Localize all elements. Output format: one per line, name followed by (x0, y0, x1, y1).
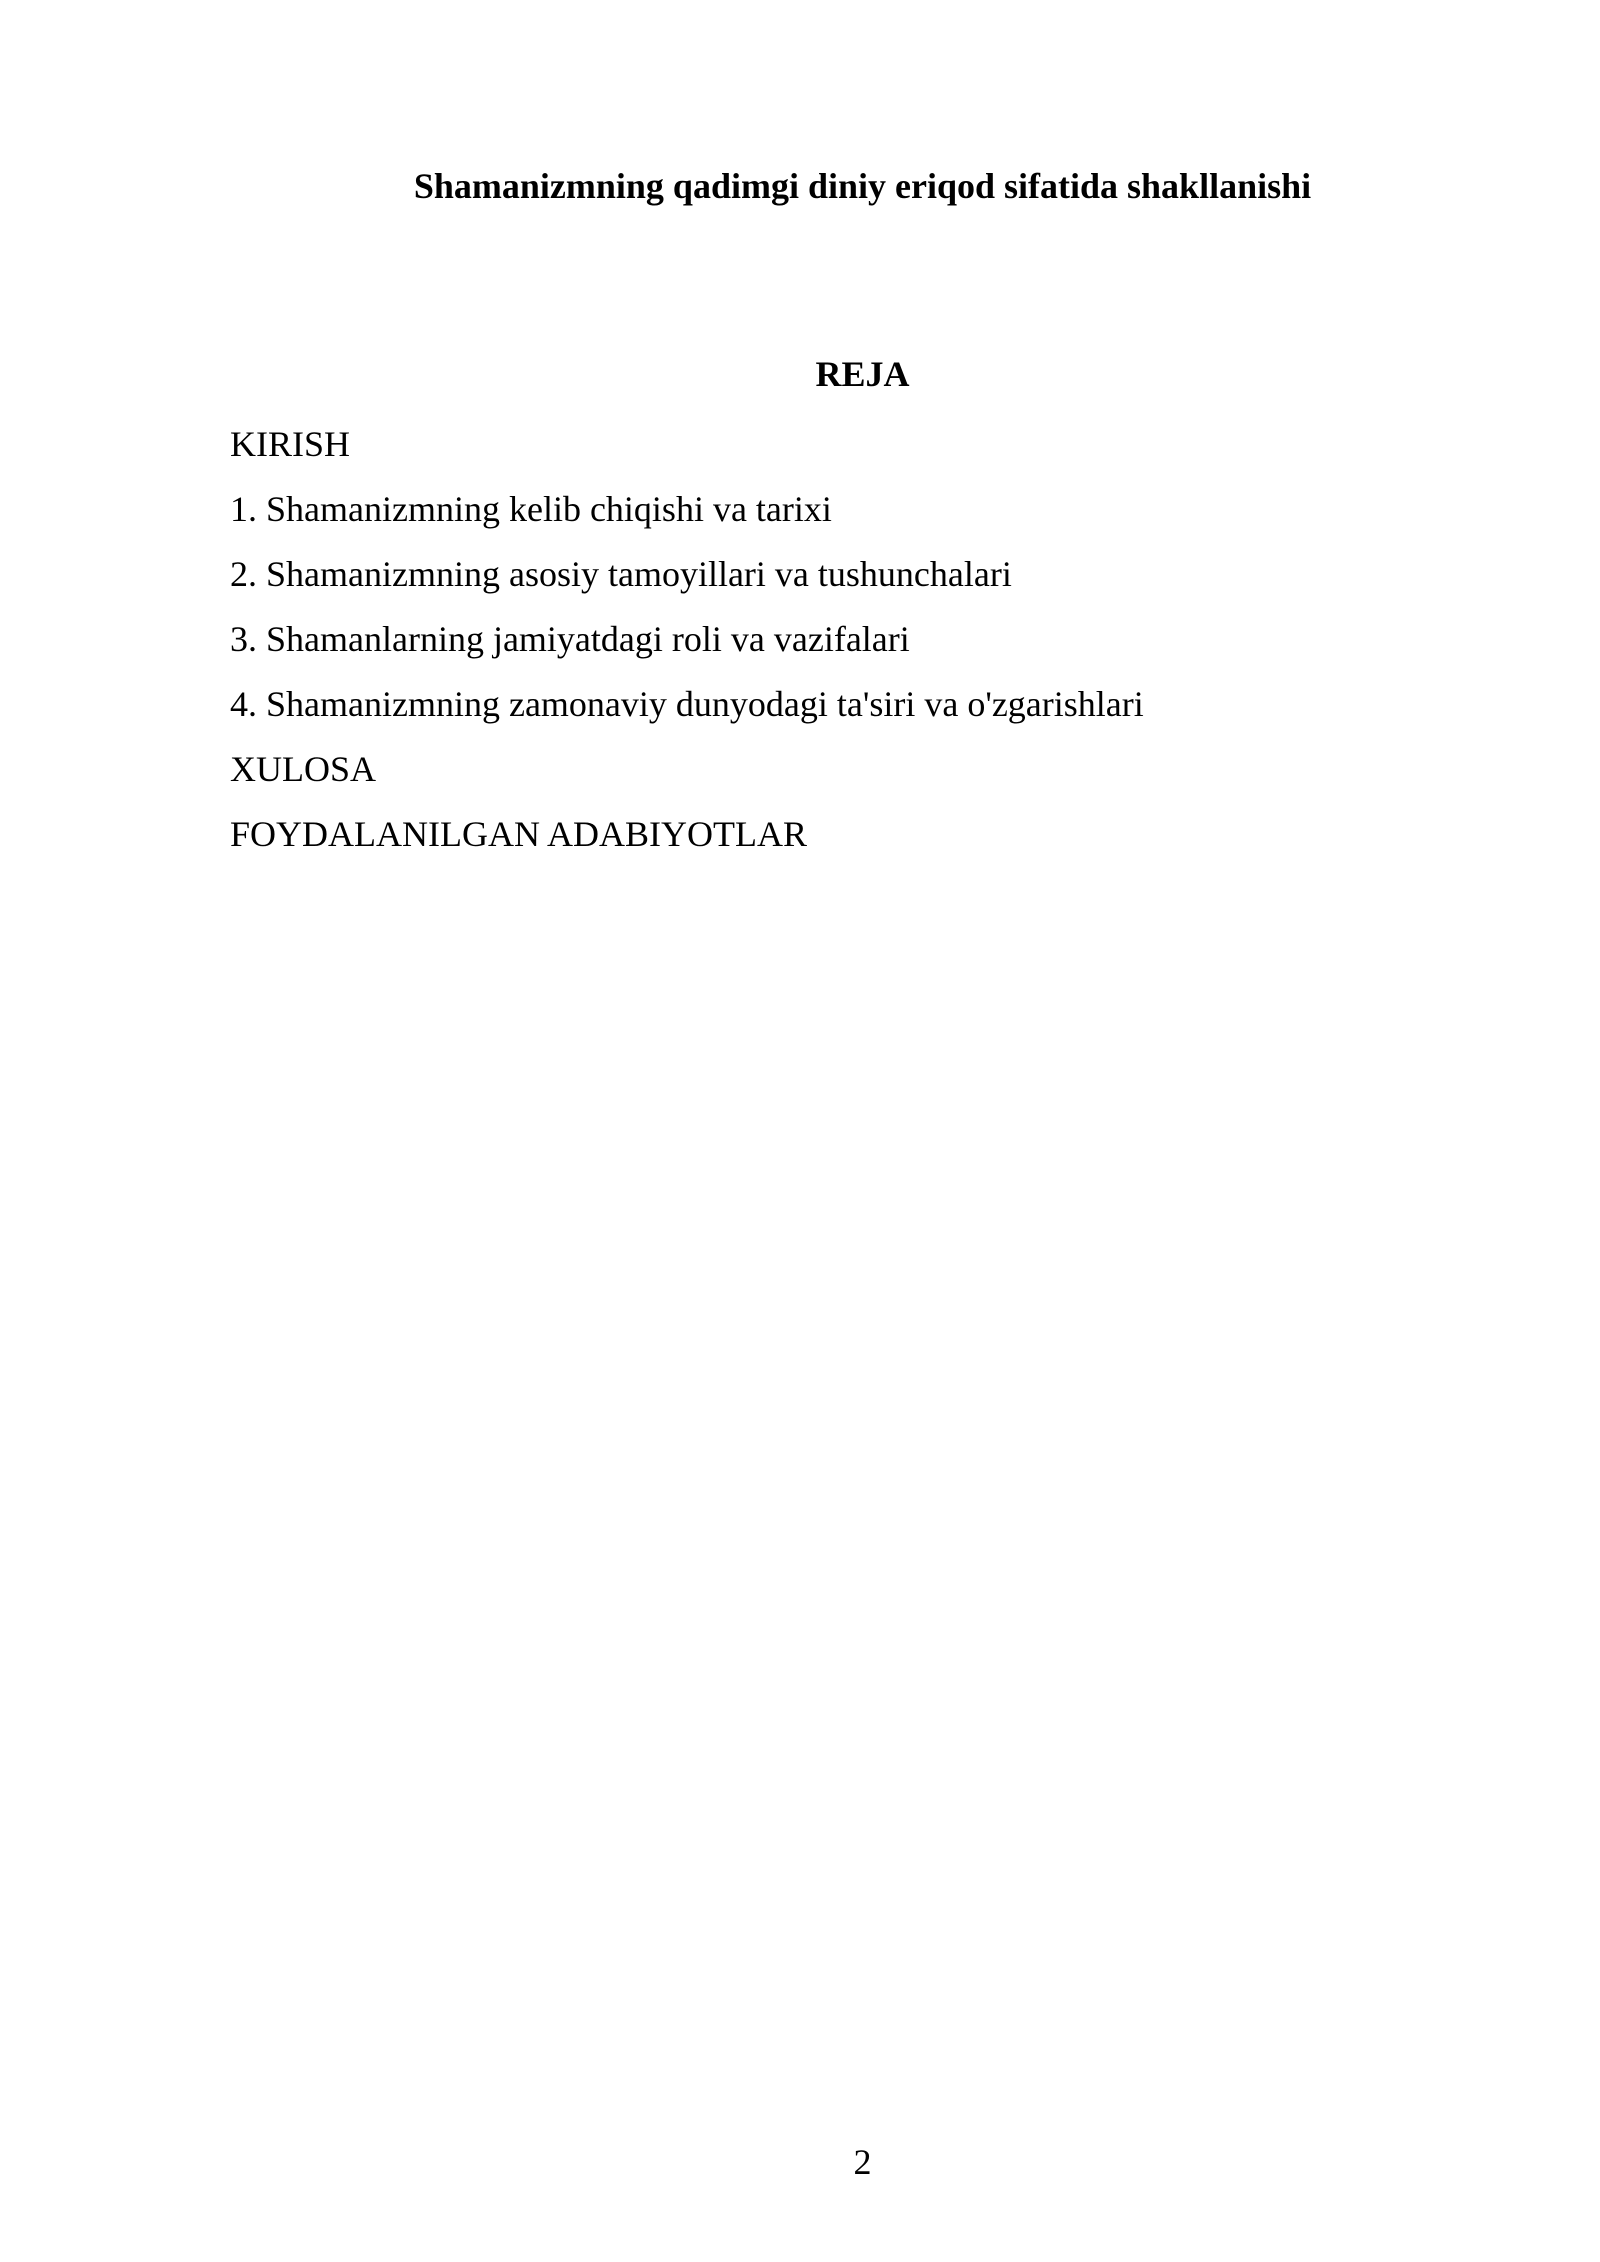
plan-item-3: 3. Shamanlarning jamiyatdagi roli va vazifalari (230, 619, 910, 659)
plan-item-conclusion: XULOSA (230, 749, 377, 789)
plan-item-1: 1. Shamanizmning kelib chiqishi va tarixi (230, 489, 832, 529)
plan-heading: REJA (815, 354, 910, 394)
plan-list (230, 420, 1430, 875)
document-title: Shamanizmning qadimgi diniy eriqod sifatida shakllanishi (413, 166, 1312, 206)
plan-item-2: 2. Shamanizmning asosiy tamoyillari va tushunchalari (230, 554, 1012, 594)
page-number: 2 (853, 2142, 872, 2182)
plan-item-4: 4. Shamanizmning zamonaviy dunyodagi ta'siri va o'zgarishlari (230, 684, 1144, 724)
plan-item-references: FOYDALANILGAN ADABIYOTLAR (230, 814, 807, 854)
plan-item-introduction: KIRISH (230, 424, 351, 464)
